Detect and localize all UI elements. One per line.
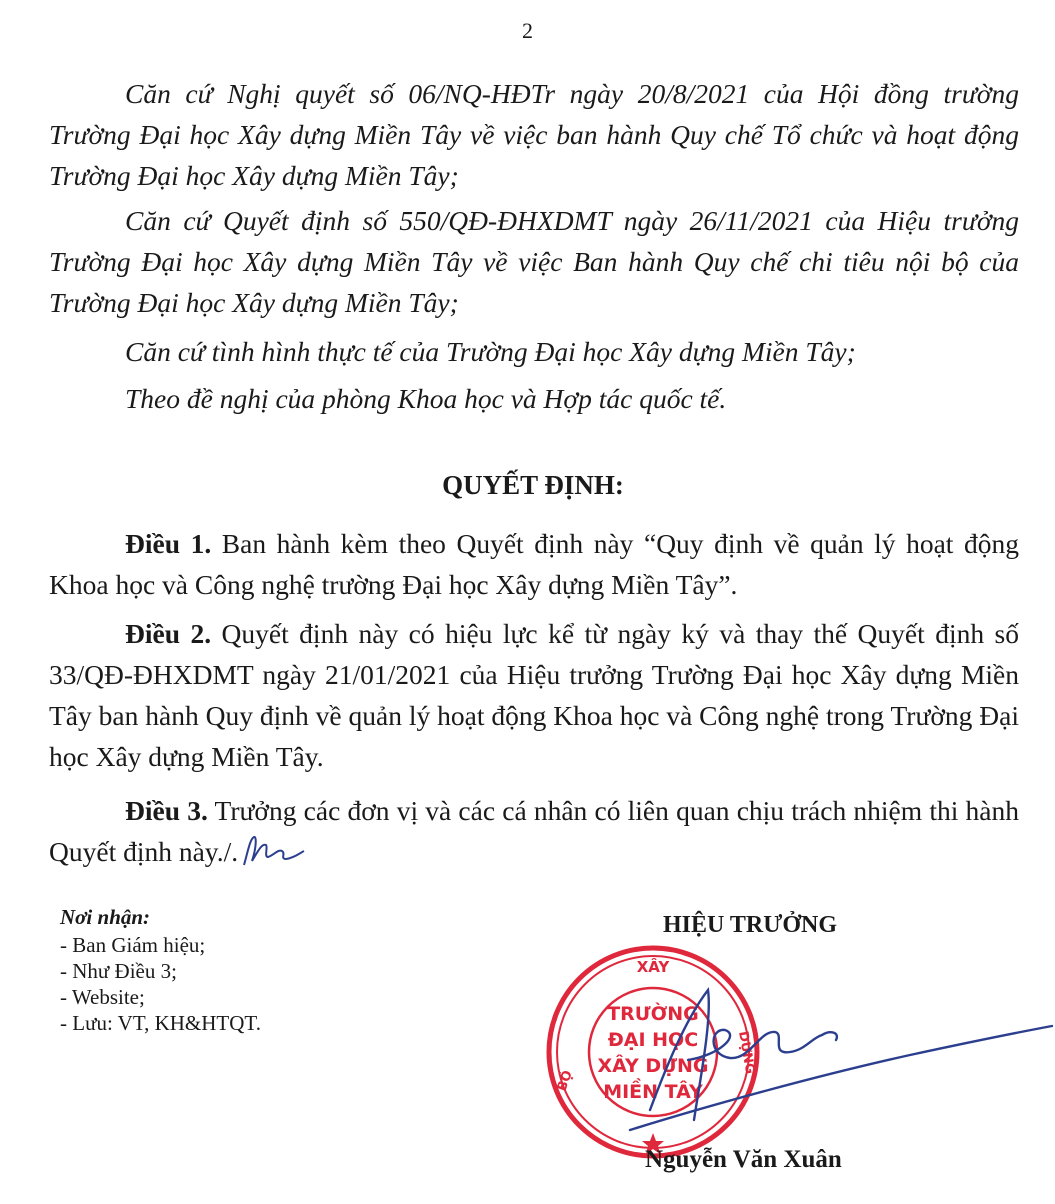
recipient-item: - Như Điều 3; xyxy=(60,958,261,984)
preamble-de-nghi: Theo đề nghị của phòng Khoa học và Hợp tác quốc tế. xyxy=(125,383,727,414)
handwritten-signature xyxy=(590,960,1055,1160)
page-number: 2 xyxy=(522,18,533,43)
seal-outer-top: XÂY xyxy=(636,958,670,976)
preamble-quyet-dinh: Căn cứ Quyết định số 550/QĐ-ĐHXDMT ngày 26/11/2021 của Hiệu trưởng Trường Đại học Xây dựng Miền Tây về việc Ban hành Quy chế chi tiêu nội bộ của Trường Đại học Xây dựng Miền Tây; xyxy=(49,205,1019,318)
article-1 xyxy=(49,523,1019,605)
article-2-label: Điều 2. xyxy=(125,618,212,649)
recipient-item: - Lưu: VT, KH&HTQT. xyxy=(60,1010,261,1036)
article-1-text: Ban hành kèm theo Quyết định này “Quy định về quản lý hoạt động Khoa học và Công nghệ trường Đại học Xây dựng Miền Tây”. xyxy=(49,528,1020,600)
decision-heading: QUYẾT ĐỊNH: xyxy=(442,470,624,500)
article-3-text: Trưởng các đơn vị và các cá nhân có liên quan chịu trách nhiệm thi hành Quyết định này./. xyxy=(49,795,1020,867)
article-2-text: Quyết định này có hiệu lực kể từ ngày ký và thay thế Quyết định số 33/QĐ-ĐHXDMT ngày 21/01/2021 của Hiệu trưởng Trường Đại học Xây dựng Miền Tây ban hành Quy định về quản lý hoạt động Khoa học và Công nghệ trong Trường Đại học Xây dựng Miền Tây. xyxy=(49,618,1019,772)
signer-name: Nguyễn Văn Xuân xyxy=(645,1146,842,1173)
recipients-list xyxy=(60,932,261,1036)
initial-mark xyxy=(238,831,308,871)
preamble-tinh-hinh: Căn cứ tình hình thực tế của Trường Đại học Xây dựng Miền Tây; xyxy=(125,336,856,367)
seal-line-3: XÂY DỰNG xyxy=(597,1055,709,1077)
article-3 xyxy=(49,790,1019,872)
seal-side-right: DỰNG xyxy=(735,1030,758,1076)
seal-side-left: BỘ xyxy=(554,1068,576,1094)
article-1-label: Điều 1. xyxy=(125,528,212,559)
preamble-nghi-quyet: Căn cứ Nghị quyết số 06/NQ-HĐTr ngày 20/8/2021 của Hội đồng trường Trường Đại học Xây dựng Miền Tây về việc ban hành Quy chế Tổ chức và hoạt động Trường Đại học Xây dựng Miền Tây; xyxy=(49,78,1019,191)
recipients-block xyxy=(60,904,261,1036)
recipient-item: - Ban Giám hiệu; xyxy=(60,932,261,958)
seal-line-1: TRƯỜNG xyxy=(607,1003,699,1025)
article-2 xyxy=(49,613,1019,777)
signer-title: HIỆU TRƯỞNG xyxy=(663,912,838,938)
recipients-title: Nơi nhận: xyxy=(60,905,151,929)
seal-line-4: MIỀN TÂY xyxy=(603,1081,703,1103)
seal-line-2: ĐẠI HỌC xyxy=(607,1029,699,1051)
article-3-label: Điều 3. xyxy=(125,795,208,826)
recipient-item: - Website; xyxy=(60,984,261,1010)
